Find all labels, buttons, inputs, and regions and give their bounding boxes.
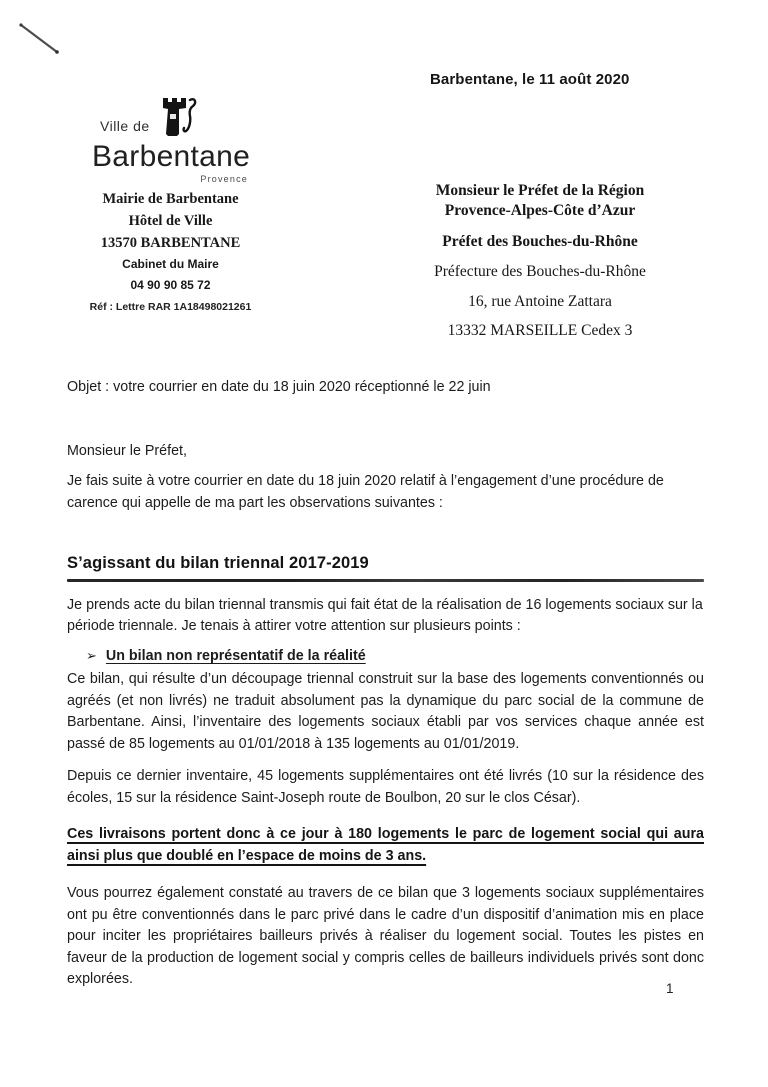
- page-number: 1: [666, 981, 674, 996]
- subject-line: Objet : votre courrier en date du 18 juin 2020 réceptionné le 22 juin: [67, 379, 491, 395]
- sender-line-postal: 13570 BARBENTANE: [100, 235, 241, 251]
- salutation: Monsieur le Préfet,: [67, 442, 187, 459]
- section-title: S’agissant du bilan triennal 2017-2019: [67, 554, 369, 572]
- paragraph-conventionnement-prive: Vous pourrez également constaté au travers de ce bilan que 3 logements sociaux supplémentaires ont pu être conventionnés dans le parc privé dans le cadre d’un dispositif d’animation mis en place pour inciter les propriétaires bailleurs privés à réaliser du logement social. Toutes les pistes en faveur de la production de logement social y compris celles de bailleurs individuels privés sont donc explorées.: [67, 885, 704, 987]
- paragraph-bilan-acte: Je prends acte du bilan triennal transmis qui fait état de la réalisation de 16 logements sociaux sur la période triennale. Je tenais à attirer votre attention sur plusieurs points :: [67, 596, 703, 634]
- logo-ville-de-label: Ville de: [100, 118, 150, 134]
- paragraph-emphase-180-logements: Ces livraisons portent donc à ce jour à 180 logements le parc de logement social qui aura ainsi plus que doublé en l’espace de moins de 3 ans.: [67, 826, 704, 864]
- recipient-line-region-name: Provence-Alpes-Côte d’Azur: [444, 202, 636, 219]
- castle-tower-icon: [158, 96, 200, 140]
- diagonal-pen-stroke-mark: [0, 0, 80, 70]
- bullet-item-bilan-non-representatif: [67, 645, 704, 668]
- logo-region-label: Provence: [200, 173, 248, 184]
- recipient-line-prefecture: Préfecture des Bouches-du-Rhône: [434, 263, 646, 280]
- letter-body: [67, 377, 704, 991]
- logo-city-name: Barbentane: [92, 140, 251, 173]
- sender-line-reference: Réf : Lettre RAR 1A18498021261: [89, 301, 252, 313]
- letter-date-line: Barbentane, le 11 août 2020: [430, 71, 630, 88]
- recipient-address-block: [420, 181, 660, 341]
- sender-line-mairie: Mairie de Barbentane: [102, 191, 239, 207]
- sender-line-phone: 04 90 90 85 72: [130, 278, 211, 292]
- recipient-line-city: 13332 MARSEILLE Cedex 3: [447, 322, 633, 339]
- bullet-item-title: Un bilan non représentatif de la réalité: [105, 647, 366, 664]
- sender-line-cabinet: Cabinet du Maire: [122, 257, 219, 271]
- sender-line-hotel-de-ville: Hôtel de Ville: [128, 213, 213, 229]
- sender-address-block: [68, 188, 273, 317]
- city-logo: [92, 96, 252, 184]
- recipient-line-prefet-departement: Préfet des Bouches-du-Rhône: [442, 233, 638, 250]
- paragraph-decoupage-triennal: Ce bilan, qui résulte d’un découpage triennal construit sur la base des logements conventionnés ou agréés (et non livrés) ne traduit absolument pas la dynamique du parc social de la commune de Barbentane. Ainsi, l’inventaire des logements sociaux établi par vos services chaque année est passé de 85 logements au 01/01/2018 à 135 logements au 01/01/2019.: [67, 671, 704, 752]
- recipient-line-street: 16, rue Antoine Zattara: [468, 293, 612, 310]
- section-underline: [67, 579, 704, 582]
- arrowhead-bullet-icon: ➢: [86, 647, 97, 663]
- recipient-line-prefet-region: Monsieur le Préfet de la Région: [435, 182, 645, 199]
- intro-paragraph: Je fais suite à votre courrier en date du 18 juin 2020 relatif à l’engagement d’une procédure de carence qui appelle de ma part les observations suivantes :: [67, 473, 664, 511]
- paragraph-inventaire-livraisons: Depuis ce dernier inventaire, 45 logements supplémentaires ont été livrés (10 sur la résidence des écoles, 15 sur la résidence Saint-Joseph route de Boulbon, 20 sur le clos César).: [67, 768, 704, 806]
